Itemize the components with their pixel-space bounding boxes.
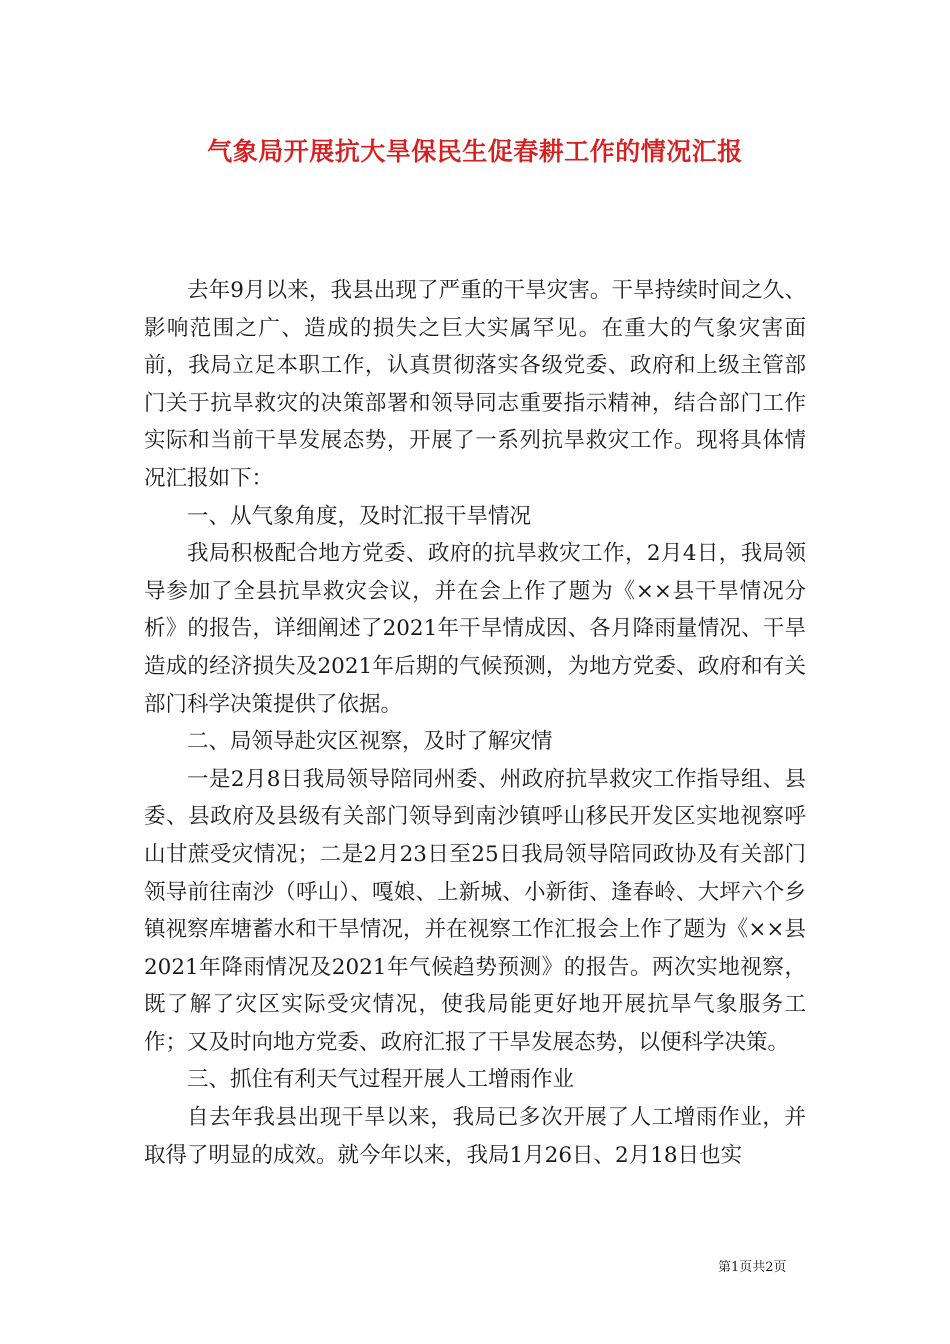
document-title: 气象局开展抗大旱保民生促春耕工作的情况汇报 — [207, 137, 743, 166]
paragraph-section-2: 一是2月8日我局领导陪同州委、州政府抗旱救灾工作指导组、县委、县政府及县级有关部门领导到南沙镇呼山移民开发区实地视察呼山甘蔗受灾情况；二是2月23日至25日我局领导陪同政协及有关部门领导前往南沙（呼山）、嘎娘、上新城、小新街、逢春岭、大坪六个乡镇视察库塘蓄水和干旱情况，并在视察工作汇报会上作了题为《××县2021年降雨情况及2021年气候趋势预测》的报告。两次实地视察，既了解了灾区实际受灾情况，使我局能更好地开展抗旱气象服务工作；又及时向地方党委、政府汇报了干旱发展态势，以便科学决策。 — [144, 766, 806, 1055]
section-heading-2: 二、局领导赴灾区视察，及时了解灾情 — [187, 729, 553, 755]
document-body — [144, 272, 806, 1174]
paragraph-section-3: 自去年我县出现干旱以来，我局已多次开展了人工增雨作业，并取得了明显的成效。就今年以来，我局1月26日、2月18日也实 — [144, 1105, 806, 1168]
paragraph-intro: 去年9月以来，我县出现了严重的干旱灾害。干旱持续时间之久、影响范围之广、造成的损失之巨大实属罕见。在重大的气象灾害面前，我局立足本职工作，认真贯彻落实各级党委、政府和上级主管部门关于抗旱救灾的决策部署和领导同志重要指示精神，结合部门工作实际和当前干旱发展态势，开展了一系列抗旱救灾工作。现将具体情况汇报如下： — [144, 278, 806, 491]
section-heading-3: 三、抓住有利天气过程开展人工增雨作业 — [187, 1067, 575, 1093]
section-heading-1: 一、从气象角度，及时汇报干旱情况 — [187, 503, 532, 529]
page-number: 第1页共2页 — [718, 1260, 787, 1275]
paragraph-section-1: 我局积极配合地方党委、政府的抗旱救灾工作，2月4日，我局领导参加了全县抗旱救灾会议，并在会上作了题为《××县干旱情况分析》的报告，详细阐述了2021年干旱情成因、各月降雨量情况、干旱造成的经济损失及2021年后期的气候预测，为地方党委、政府和有关部门科学决策提供了依据。 — [144, 541, 806, 717]
